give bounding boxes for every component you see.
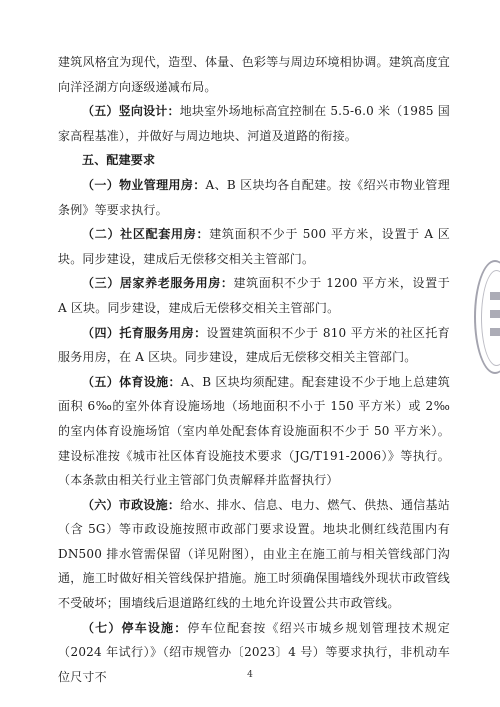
paragraph-text: 地块室外场地标高宜控制在 5.5-6.0 米（1985 国家高程基准），并做好与周边地块、河道及道路的衔接。 <box>58 104 450 143</box>
clause-label: （二）社区配套用房： <box>82 227 210 242</box>
paragraph-text: A、B 区块均须配建。配套建设不少于地上总建筑面积 6‰的室外体育设施场地（场地面积不小于 150 平方米）或 2‰的室内体育设施场馆（室内单处配套体育设施面积不少于 50 平方米）。建设标准按《城市社区体育设施技术要求（JG/T191-2006）》等执行。（本条款由相关行业主管部门负责解释并监督执行） <box>58 374 450 488</box>
clause-label: （三）居家养老服务用房： <box>82 276 234 291</box>
paragraph-text: 建筑风格宜为现代，造型、体量、色彩等与周边环境相协调。建筑高度宜向洋泾湖方向逐级递减布局。 <box>58 55 450 94</box>
document-body <box>58 50 450 689</box>
paragraph <box>58 99 450 148</box>
clause-label: （五）竖向设计： <box>82 104 180 119</box>
seal-mark <box>490 328 500 336</box>
seal-stamp <box>474 260 500 374</box>
clause-label: （四）托育服务用房： <box>82 325 207 340</box>
section-heading <box>58 148 450 173</box>
paragraph-text: 给水、排水、信息、电力、燃气、供热、通信基站（含 5G）等市政设施按照市政部门要求设置。地块北侧红线范围内有 DN500 排水管需保留（详见附图），由业主在施工前与相关管线部门沟通，施工时做好相关管线保护措施。施工时须确保围墙线外现状市政管线不受破坏；围墙线后退道路红线的土地允许设置公共市政管线。 <box>58 497 450 611</box>
paragraph <box>58 222 450 271</box>
clause-label: （五）体育设施： <box>82 374 181 389</box>
paragraph-text: 五、配建要求 <box>82 153 156 168</box>
paragraph-text: A、B 区块均各自配建。按《绍兴市物业管理条例》等要求执行。 <box>58 177 450 217</box>
clause-label: （七）停车设施： <box>82 620 188 635</box>
clause-label: （一）物业管理用房： <box>82 177 206 192</box>
paragraph <box>58 271 450 320</box>
clause-label: （六）市政设施： <box>82 497 181 512</box>
paragraph <box>58 173 450 222</box>
seal-ring <box>481 270 500 366</box>
seal-mark <box>490 310 500 318</box>
seal-mark <box>490 292 500 300</box>
paragraph-text: 建筑面积不少于 500 平方米，设置于 A 区块。同步建设，建成后无偿移交相关主管部门。 <box>58 227 450 266</box>
paragraph <box>58 50 450 99</box>
paragraph-text: 停车位配套按《绍兴市城乡规划管理技术规定（2024 年试行）》（绍市规管办〔2023〕4 号）等要求执行，非机动车位尺寸不 <box>58 620 450 684</box>
paragraph <box>58 370 450 493</box>
page-number: 4 <box>247 670 253 680</box>
paragraph <box>58 321 450 370</box>
paragraph-text: 设置建筑面积不少于 810 平方米的社区托育服务用房，在 A 区块。同步建设，建成后无偿移交相关主管部门。 <box>58 325 450 365</box>
paragraph <box>58 493 450 616</box>
paragraph-text: 建筑面积不少于 1200 平方米，设置于 A 区块。同步建设，建成后无偿移交相关主管部门。 <box>58 276 450 315</box>
